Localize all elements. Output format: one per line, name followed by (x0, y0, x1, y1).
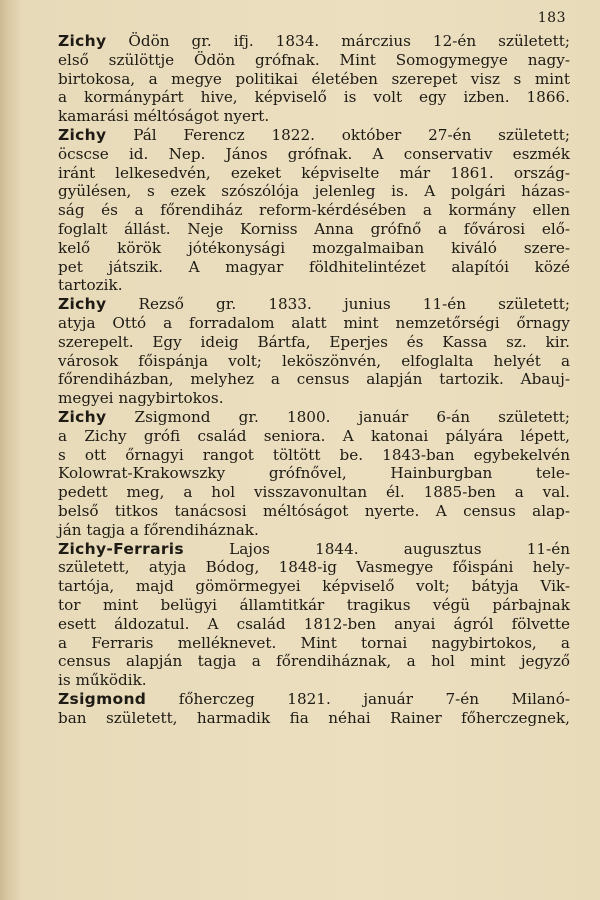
page-text (58, 32, 570, 727)
line-text: pedett meg, a hol visszavonultan él. 1885-ben a val. (58, 483, 570, 502)
entry-name: Zichy (58, 125, 107, 144)
line-text: atyja Ottó a forradalom alatt mint nemzetőrségi őrnagy (58, 313, 570, 332)
entry-first-line (58, 540, 570, 559)
line-text: született, atyja Bódog, 1848-ig Vasmegye főispáni hely- (58, 558, 570, 577)
line-text: tor mint belügyi államtitkár tragikus végü párbajnak (58, 595, 570, 614)
line-text: foglalt állást. Neje Korniss Anna grófnő a fővárosi elő- (58, 219, 570, 238)
entry-first-line (58, 408, 570, 427)
line-text: a Zichy grófi család seniora. A katonai pályára lépett, (58, 426, 570, 445)
text-line (58, 502, 570, 521)
text-line (58, 577, 570, 596)
line-text: census alapján tagja a főrendiháznak, a hol mint jegyző (58, 652, 570, 671)
line-text: Lajos 1844. augusztus 11-én (183, 539, 570, 558)
line-text: városok főispánja volt; leköszönvén, elfoglalta helyét a (58, 351, 570, 370)
text-line (58, 370, 570, 389)
line-text: főrendiházban, melyhez a census alapján tartozik. Abauj- (58, 370, 570, 389)
line-text: gyülésen, s ezek szószólója jelenleg is. A polgári házas- (58, 182, 570, 201)
text-line (58, 182, 570, 201)
biography-entry (58, 126, 570, 295)
text-line (58, 239, 570, 258)
entry-name: Zichy (58, 32, 107, 50)
text-line (58, 258, 570, 277)
line-text: Ödön gr. ifj. 1834. márczius 12-én született; (106, 32, 570, 50)
entry-name: Zsigmond (58, 689, 147, 708)
text-line (58, 671, 570, 690)
entry-name: Zichy-Ferraris (58, 539, 184, 558)
line-text: birtokosa, a megye politikai életében szerepet visz s mint (58, 69, 570, 88)
line-text: ban született, harmadik fia néhai Rainer főherczegnek, (58, 708, 570, 727)
text-line (58, 314, 570, 333)
text-line (58, 201, 570, 220)
line-text: főherczeg 1821. január 7-én Milanó- (146, 689, 570, 708)
line-text: kelő körök jótékonysági mozgalmaiban kiváló szere- (58, 238, 570, 257)
text-line (58, 521, 570, 540)
line-text: ján tagja a főrendiháznak. (58, 520, 259, 539)
text-line (58, 558, 570, 577)
biography-entry (58, 295, 570, 408)
text-line (58, 164, 570, 183)
text-line (58, 596, 570, 615)
text-line (58, 634, 570, 653)
line-text: öcscse id. Nep. János grófnak. A conservativ eszmék (58, 144, 570, 163)
entry-first-line (58, 295, 570, 314)
line-text: a Ferraris melléknevet. Mint tornai nagybirtokos, a (58, 633, 570, 652)
biography-entry (58, 540, 570, 690)
biography-entry (58, 408, 570, 540)
line-text: esett áldozatul. A család 1812-ben anyai ágról fölvette (58, 614, 570, 633)
line-text: Pál Ferencz 1822. október 27-én született; (106, 125, 570, 144)
line-text: kamarási méltóságot nyert. (58, 107, 270, 126)
text-line (58, 88, 570, 107)
line-text: ság és a főrendiház reform-kérdésében a kormány ellen (58, 201, 570, 220)
biography-entry (58, 32, 570, 126)
entry-first-line (58, 690, 570, 709)
entry-name: Zichy (58, 407, 107, 426)
line-text: Rezső gr. 1833. junius 11-én született; (106, 295, 570, 314)
line-text: szerepelt. Egy ideig Bártfa, Eperjes és Kassa sz. kir. (58, 332, 570, 351)
line-text: tartója, majd gömörmegyei képviselő volt; bátyja Vik- (58, 577, 570, 596)
entry-first-line (58, 126, 570, 145)
text-line (58, 615, 570, 634)
entry-first-line (58, 32, 570, 51)
text-line (58, 446, 570, 465)
text-line (58, 709, 570, 728)
text-line (58, 352, 570, 371)
biography-entry (58, 690, 570, 728)
line-text: megyei nagybirtokos. (58, 389, 224, 408)
line-text: pet játszik. A magyar földhitelintézet alapítói közé (58, 257, 570, 276)
page-number: 183 (537, 10, 566, 26)
line-text: is működik. (58, 671, 147, 690)
text-line (58, 652, 570, 671)
text-line (58, 276, 570, 295)
text-line (58, 145, 570, 164)
text-line (58, 220, 570, 239)
text-line (58, 333, 570, 352)
text-line (58, 389, 570, 408)
line-text: iránt lelkesedvén, ezeket képviselte már 1861. ország- (58, 163, 570, 182)
text-line (58, 427, 570, 446)
line-text: belső titkos tanácsosi méltóságot nyerte. A census alap- (58, 501, 570, 520)
text-line (58, 51, 570, 70)
text-line (58, 483, 570, 502)
line-text: Kolowrat-Krakowszky grófnővel, Hainburgban tele- (58, 464, 570, 483)
text-line (58, 464, 570, 483)
line-text: Zsigmond gr. 1800. január 6-án született; (106, 407, 570, 426)
line-text: tartozik. (58, 276, 123, 295)
text-line (58, 70, 570, 89)
entry-name: Zichy (58, 295, 107, 314)
line-text: első szülöttje Ödön grófnak. Mint Somogymegye nagy- (58, 50, 570, 69)
text-line (58, 107, 570, 126)
line-text: a kormánypárt hive, képviselő is volt egy izben. 1866. (58, 88, 570, 107)
line-text: s ott őrnagyi rangot töltött be. 1843-ban egybekelvén (58, 445, 570, 464)
